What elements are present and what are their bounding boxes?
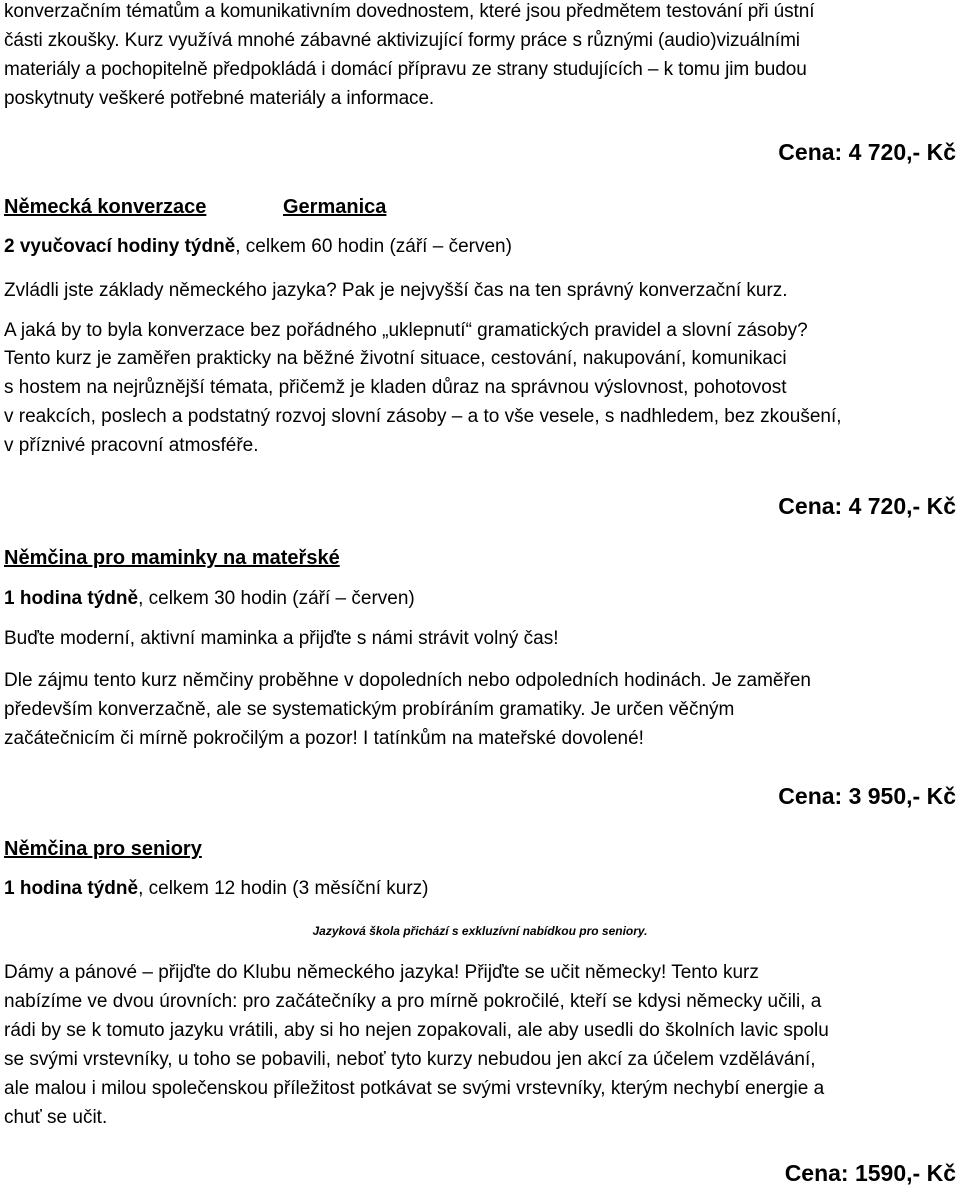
course2-price: Cena: 4 720,- Kč <box>778 493 956 519</box>
course3-line-6: chuť se učit. <box>4 1107 108 1128</box>
course1-schedule-total: , celkem 60 hodin (září – červen) <box>235 236 512 257</box>
course1-price: Cena: 4 720,- Kč <box>778 139 956 165</box>
course1-line-3: Tento kurz je zaměřen prakticky na běžné životní situace, cestování, nakupování, komunikaci <box>4 348 787 369</box>
course1-line-6: v příznivé pracovní atmosféře. <box>4 435 259 456</box>
course2-line-3: především konverzačně, ale se systematickým probíráním gramatiky. Je určen věčným <box>4 699 735 720</box>
course3-schedule <box>4 875 428 903</box>
course2-schedule-total: , celkem 30 hodin (září – červen) <box>138 588 415 609</box>
course3-line-2: nabízíme ve dvou úrovních: pro začátečníky a pro mírně pokročilé, kteří se kdysi německy učili, a <box>4 991 822 1012</box>
course1-line-4: s hostem na nejrůznější témata, přičemž je kladen důraz na správnou výslovnost, pohotovost <box>4 377 787 398</box>
intro-line-1: konverzačním tématům a komunikativním dovednostem, které jsou předmětem testování při ústní <box>4 1 815 22</box>
course3-tagline: Jazyková škola přichází s exkluzívní nabídkou pro seniory. <box>312 924 648 938</box>
course2-line-4: začátečnicím či mírně pokročilým a pozor! I tatínkům na mateřské dovolené! <box>4 728 644 749</box>
course3-line-5: ale malou i milou společenskou příležitost potkávat se svými vrstevníky, kterým nechybí energie a <box>4 1078 825 1099</box>
course3-line-3: rádi by se k tomuto jazyku vrátili, aby si ho nejen zopakovali, ale aby usedli do školních lavic spolu <box>4 1020 829 1041</box>
course1-line-5: v reakcích, poslech a podstatný rozvoj slovní zásoby – a to vše vesele, s nadhledem, bez zkoušení, <box>4 406 842 427</box>
course1-title: Německá konverzace <box>4 196 207 218</box>
course2-title: Němčina pro maminky na mateřské <box>4 547 340 569</box>
intro-line-3: materiály a pochopitelně předpokládá i domácí přípravu ze strany studujících – k tomu jim budou <box>4 59 807 80</box>
course3-schedule-hours: 1 hodina týdně <box>4 878 139 899</box>
course2-line-2: Dle zájmu tento kurz němčiny proběhne v dopoledních nebo odpoledních hodinách. Je zaměřen <box>4 670 811 691</box>
course3-price: Cena: 3 950,- Kč <box>778 783 956 809</box>
course2-line-1: Buďte moderní, aktivní maminka a přijďte s námi strávit volný čas! <box>4 628 559 649</box>
course3-schedule-total: , celkem 12 hodin (3 měsíční kurz) <box>138 878 429 899</box>
course2-schedule-hours: 1 hodina týdně <box>4 588 139 609</box>
course1-line-2: A jaká by to byla konverzace bez pořádného „uklepnutí“ gramatických pravidel a slovní zásoby? <box>4 320 808 341</box>
course1-line-1: Zvládli jste základy německého jazyka? Pak je nejvyšší čas na ten správný konverzační kurz. <box>4 280 788 301</box>
course1-schedule <box>4 233 512 261</box>
intro-line-2: části zkoušky. Kurz využívá mnohé zábavné aktivizující formy práce s různými (audio)vizuálními <box>4 30 800 51</box>
course3-line-1: Dámy a pánové – přijďte do Klubu německého jazyka! Přijďte se učit německy! Tento kurz <box>4 962 759 983</box>
course3-title: Němčina pro seniory <box>4 838 202 860</box>
intro-line-4: poskytnuty veškeré potřebné materiály a informace. <box>4 88 435 109</box>
course3-final-price: Cena: 1590,- Kč <box>784 1160 956 1186</box>
course1-subtitle: Germanica <box>283 196 387 218</box>
course2-schedule <box>4 585 415 613</box>
course1-schedule-hours: 2 vyučovací hodiny týdně <box>4 236 236 257</box>
course3-line-4: se svými vrstevníky, u toho se pobavili, neboť tyto kurzy nebudou jen akcí za účelem vzdělávání, <box>4 1049 816 1070</box>
